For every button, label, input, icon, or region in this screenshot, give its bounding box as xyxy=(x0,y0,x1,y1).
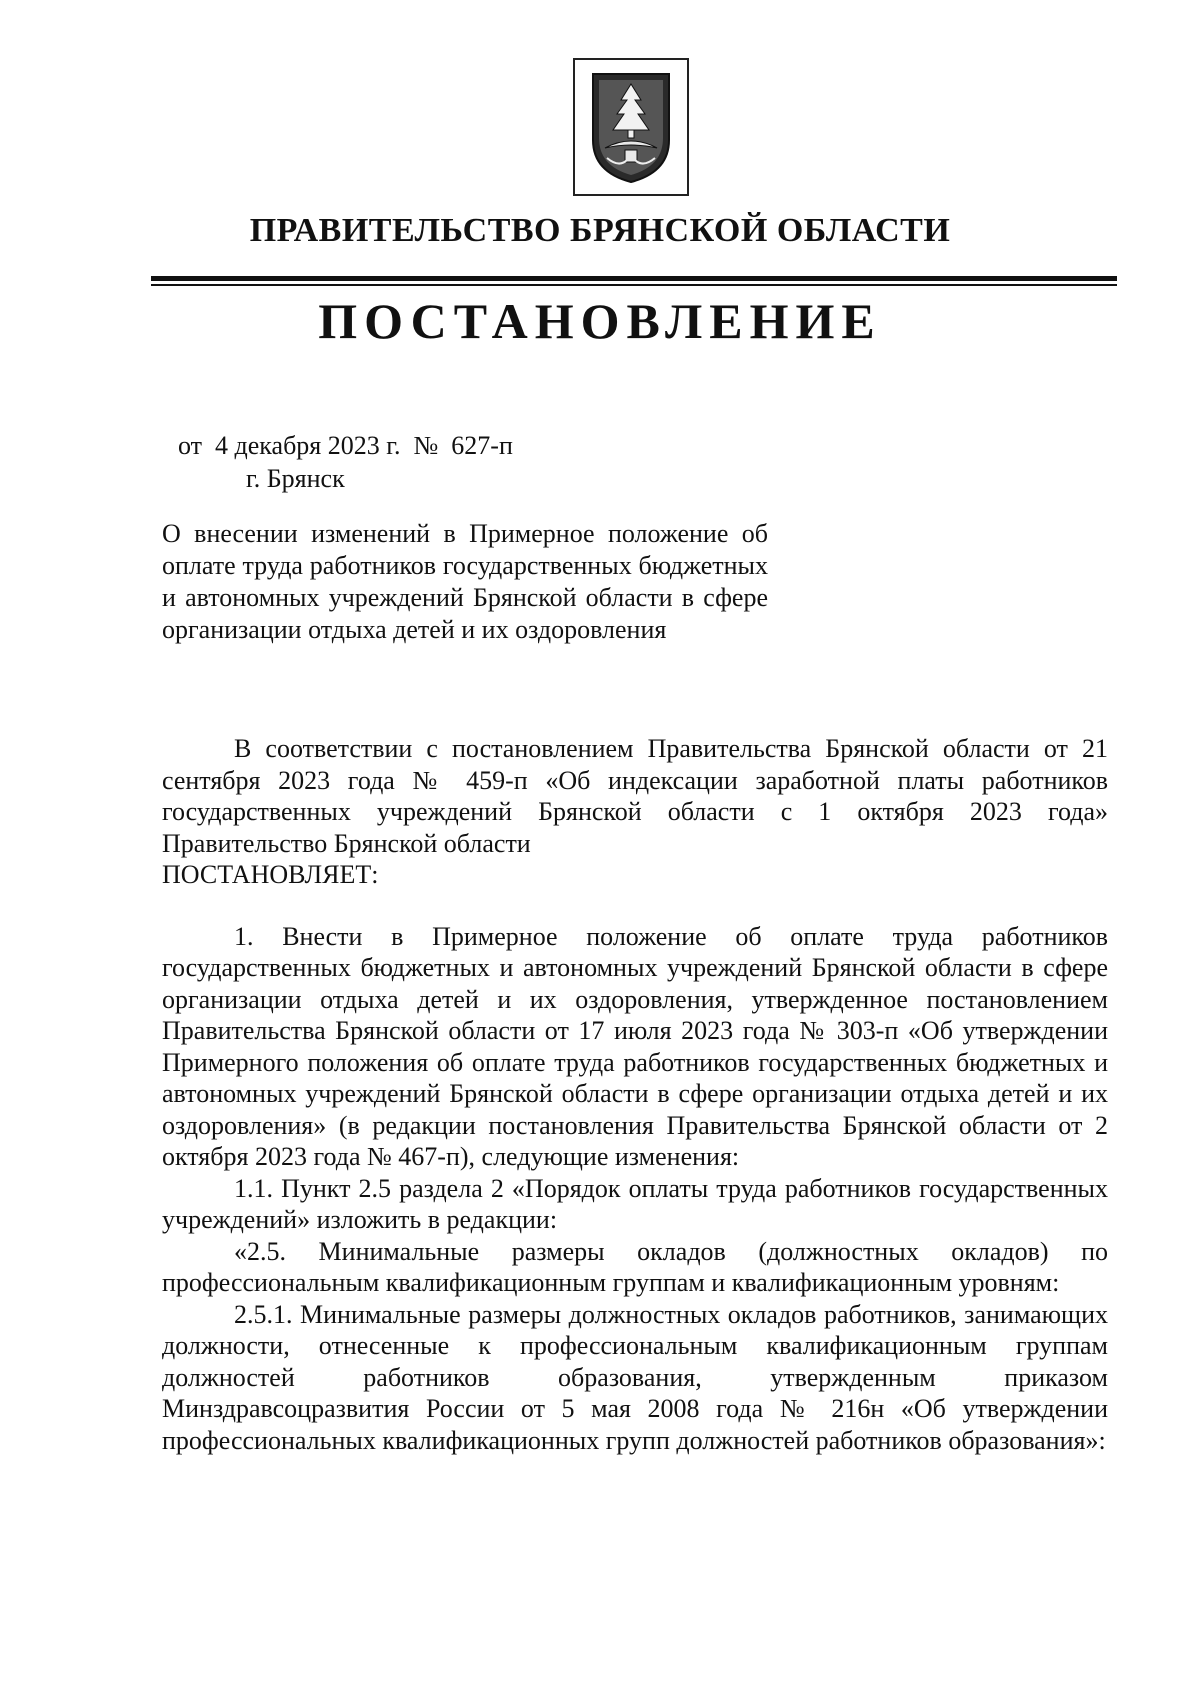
paragraph-2-5-1: 2.5.1. Минимальные размеры должностных окладов работников, занимающих должности, отнесенные к профессиональным квалификационным группам должностей работников образования, утвержденным приказом Минздравсоцразвития России от 5 мая 2008 года № 216н «Об утверждении профессиональных квалификационных групп должностей работников образования»: xyxy=(162,1299,1108,1455)
document-city: г. Брянск xyxy=(246,464,345,493)
coat-of-arms-icon xyxy=(573,58,689,196)
paragraph-1: 1. Внести в Примерное положение об оплате труда работников государственных бюджетных и автономных учреждений Брянской области в сфере организации отдыха детей и их оздоровления, утвержденное постановлением Правительства Брянской области от 17 июля 2023 года № 303-п «Об утверждении Примерного положения об оплате труда работников государственных бюджетных и автономных учреждений Брянской области в сфере организации отдыха детей и их оздоровления» (в редакции постановления Правительства Брянской области от 2 октября 2023 года № 467-п), следующие изменения: xyxy=(162,921,1108,1171)
document-type-title: ПОСТАНОВЛЕНИЕ xyxy=(318,293,882,349)
header-divider-thin xyxy=(151,284,1117,286)
paragraph-2-5: «2.5. Минимальные размеры окладов (должностных окладов) по профессиональным квалификационным группам и квалификационным уровням: xyxy=(162,1236,1108,1297)
paragraph-1-1: 1.1. Пункт 2.5 раздела 2 «Порядок оплаты труда работников государственных учреждений» изложить в редакции: xyxy=(162,1173,1108,1234)
coat-of-arms-graphic xyxy=(589,68,673,186)
document-subject: О внесении изменений в Примерное положение об оплате труда работников государственных бюджетных и автономных учреждений Брянской области в сфере организации отдыха детей и их оздоровления xyxy=(162,519,768,644)
organization-name: ПРАВИТЕЛЬСТВО БРЯНСКОЙ ОБЛАСТИ xyxy=(249,212,951,249)
preamble-paragraph: В соответствии с постановлением Правительства Брянской области от 21 сентября 2023 года № 459-п «Об индексации заработной платы работников государственных учреждений Брянской области с 1 октября 2023 года» Правительство Брянской области xyxy=(162,734,1108,858)
header-divider-thick xyxy=(151,276,1117,281)
document-body xyxy=(162,733,1108,1456)
document-date-number: от 4 декабря 2023 г. № 627-п xyxy=(178,431,513,460)
resolves-heading: ПОСТАНОВЛЯЕТ: xyxy=(162,860,379,889)
